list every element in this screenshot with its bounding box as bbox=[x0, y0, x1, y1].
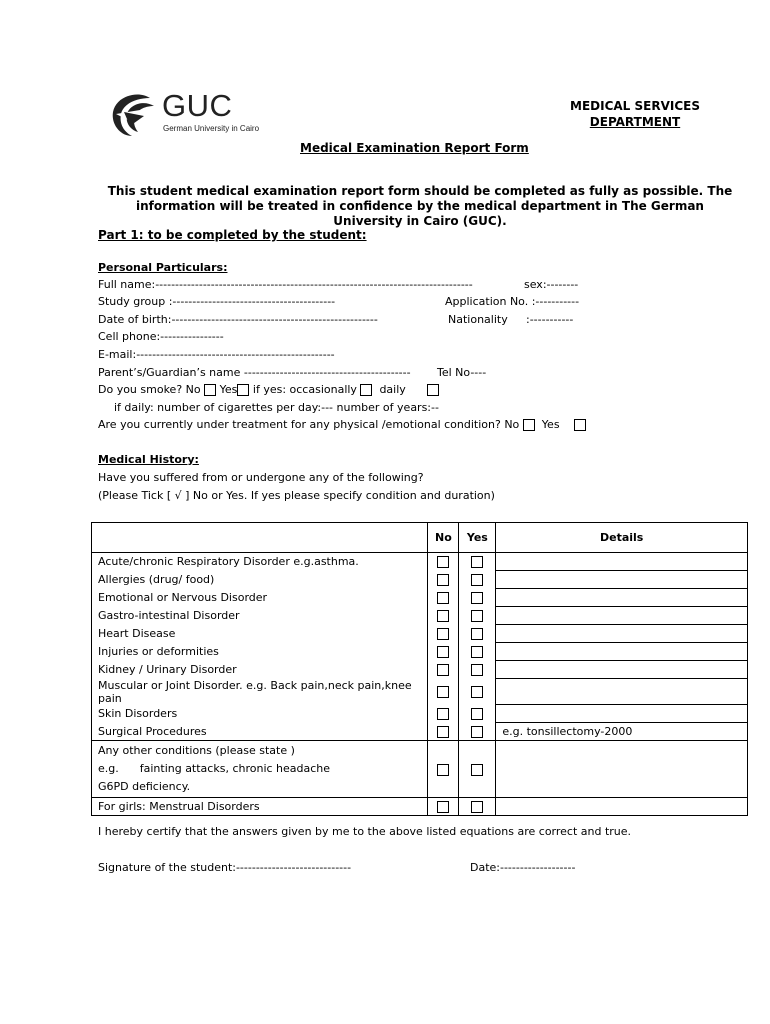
no-checkbox[interactable] bbox=[437, 556, 449, 568]
table-row bbox=[92, 625, 748, 643]
no-checkbox[interactable] bbox=[437, 708, 449, 720]
cell-phone-field[interactable]: Cell phone:---------------- bbox=[98, 330, 224, 343]
smoke-no-checkbox[interactable] bbox=[204, 384, 216, 396]
details-cell[interactable] bbox=[496, 571, 748, 589]
date-field[interactable]: Date:------------------- bbox=[470, 861, 576, 874]
no-cell bbox=[428, 723, 459, 741]
logo-subtitle: German University in Cairo bbox=[163, 124, 260, 133]
yes-checkbox[interactable] bbox=[471, 628, 483, 640]
email-field[interactable]: E-mail:-------------------------------------------------- bbox=[98, 348, 335, 361]
treatment-question-label: Are you currently under treatment for any physical /emotional condition? No bbox=[98, 418, 520, 431]
treatment-yes-label: Yes bbox=[541, 418, 560, 431]
other-line2-prefix: e.g. bbox=[98, 762, 119, 775]
medical-rows bbox=[92, 553, 748, 741]
table-row bbox=[92, 679, 748, 705]
other-yes-checkbox[interactable] bbox=[471, 764, 483, 776]
condition-label: Allergies (drug/ food) bbox=[92, 571, 428, 589]
smoke-occasionally-label: if yes: occasionally bbox=[252, 383, 357, 396]
other-line3: G6PD deficiency. bbox=[98, 780, 191, 793]
no-cell bbox=[428, 661, 459, 679]
yes-checkbox[interactable] bbox=[471, 646, 483, 658]
yes-cell bbox=[459, 553, 496, 571]
medical-instruction: (Please Tick [ √ ] No or Yes. If yes please specify condition and duration) bbox=[98, 489, 495, 502]
girls-yes-cell bbox=[459, 798, 496, 816]
details-cell[interactable] bbox=[496, 553, 748, 571]
table-row bbox=[92, 607, 748, 625]
smoke-question-label: Do you smoke? No bbox=[98, 383, 201, 396]
other-no-cell bbox=[428, 741, 459, 798]
no-checkbox[interactable] bbox=[437, 592, 449, 604]
condition-label: Kidney / Urinary Disorder bbox=[92, 661, 428, 679]
table-row bbox=[92, 661, 748, 679]
condition-label: Heart Disease bbox=[92, 625, 428, 643]
smoke-daily-checkbox[interactable] bbox=[427, 384, 439, 396]
details-cell[interactable] bbox=[496, 679, 748, 705]
no-checkbox[interactable] bbox=[437, 628, 449, 640]
girls-label: For girls: Menstrual Disorders bbox=[92, 798, 428, 816]
yes-cell bbox=[459, 643, 496, 661]
no-cell bbox=[428, 705, 459, 723]
logo-wordmark: GUC bbox=[162, 88, 233, 123]
medical-history-table bbox=[91, 522, 748, 816]
table-row-other bbox=[92, 741, 748, 798]
details-cell[interactable] bbox=[496, 705, 748, 723]
girls-no-cell bbox=[428, 798, 459, 816]
medical-heading: Medical History: bbox=[98, 453, 199, 466]
table-header-row bbox=[92, 523, 748, 553]
study-group-field[interactable]: Study group :----------------------------------------- bbox=[98, 295, 336, 308]
table-row bbox=[92, 643, 748, 661]
yes-cell bbox=[459, 723, 496, 741]
no-cell bbox=[428, 625, 459, 643]
no-checkbox[interactable] bbox=[437, 610, 449, 622]
details-cell[interactable] bbox=[496, 589, 748, 607]
guc-logo bbox=[110, 88, 260, 140]
yes-checkbox[interactable] bbox=[471, 556, 483, 568]
form-title: Medical Examination Report Form bbox=[300, 141, 529, 155]
no-checkbox[interactable] bbox=[437, 726, 449, 738]
medical-question: Have you suffered from or undergone any of the following? bbox=[98, 471, 424, 484]
intro-paragraph: This student medical examination report form should be completed as fully as possible. The information will be treated in confidence by the medical department in The German University in Cairo (GUC). bbox=[107, 184, 733, 228]
yes-checkbox[interactable] bbox=[471, 610, 483, 622]
no-checkbox[interactable] bbox=[437, 664, 449, 676]
no-checkbox[interactable] bbox=[437, 646, 449, 658]
application-no-field[interactable]: Application No. :----------- bbox=[445, 295, 580, 308]
signature-field[interactable]: Signature of the student:----------------------------- bbox=[98, 861, 352, 874]
certify-statement: I hereby certify that the answers given by me to the above listed equations are correct and true. bbox=[98, 825, 632, 838]
table-row bbox=[92, 705, 748, 723]
yes-checkbox[interactable] bbox=[471, 726, 483, 738]
header-condition-cell bbox=[92, 523, 428, 553]
no-cell bbox=[428, 643, 459, 661]
condition-label: Skin Disorders bbox=[92, 705, 428, 723]
other-line1: Any other conditions (please state ) bbox=[98, 744, 295, 757]
other-yes-cell bbox=[459, 741, 496, 798]
yes-checkbox[interactable] bbox=[471, 574, 483, 586]
details-cell[interactable] bbox=[496, 643, 748, 661]
condition-label: Injuries or deformities bbox=[92, 643, 428, 661]
yes-checkbox[interactable] bbox=[471, 686, 483, 698]
no-checkbox[interactable] bbox=[437, 686, 449, 698]
yes-cell bbox=[459, 607, 496, 625]
header-yes: Yes bbox=[459, 523, 496, 553]
other-line2 bbox=[98, 760, 421, 778]
full-name-field[interactable]: Full name:-------------------------------------------------------------------------------- bbox=[98, 278, 473, 291]
other-details-cell[interactable] bbox=[496, 741, 748, 798]
details-cell[interactable]: e.g. tonsillectomy-2000 bbox=[496, 723, 748, 741]
no-cell bbox=[428, 553, 459, 571]
details-cell[interactable] bbox=[496, 661, 748, 679]
department-line2: DEPARTMENT bbox=[589, 115, 681, 129]
smoke-yes-label: Yes bbox=[219, 383, 238, 396]
yes-checkbox[interactable] bbox=[471, 664, 483, 676]
yes-cell bbox=[459, 705, 496, 723]
sex-field[interactable]: sex:-------- bbox=[524, 278, 579, 291]
smoke-occasionally-checkbox[interactable] bbox=[360, 384, 372, 396]
treatment-no-checkbox[interactable] bbox=[523, 419, 535, 431]
no-checkbox[interactable] bbox=[437, 574, 449, 586]
header-details: Details bbox=[496, 523, 748, 553]
girls-details-cell[interactable] bbox=[496, 798, 748, 816]
personal-heading: Personal Particulars: bbox=[98, 261, 228, 274]
treatment-yes-checkbox[interactable] bbox=[574, 419, 586, 431]
table-row-girls bbox=[92, 798, 748, 816]
details-cell[interactable] bbox=[496, 607, 748, 625]
yes-checkbox[interactable] bbox=[471, 592, 483, 604]
guc-emblem-icon bbox=[110, 92, 158, 138]
department-line1: MEDICAL SERVICES bbox=[570, 99, 700, 113]
details-cell[interactable] bbox=[496, 625, 748, 643]
yes-cell bbox=[459, 679, 496, 705]
table-row bbox=[92, 571, 748, 589]
other-no-checkbox[interactable] bbox=[437, 764, 449, 776]
guardian-field[interactable]: Parent’s/Guardian’s name ------------------------------------------ bbox=[98, 366, 411, 379]
other-conditions-cell bbox=[92, 741, 428, 798]
condition-label: Gastro-intestinal Disorder bbox=[92, 607, 428, 625]
nationality-label: Nationality bbox=[448, 313, 508, 326]
part1-title: Part 1: to be completed by the student: bbox=[98, 228, 367, 242]
condition-label: Acute/chronic Respiratory Disorder e.g.asthma. bbox=[92, 553, 428, 571]
no-cell bbox=[428, 571, 459, 589]
smoke-question bbox=[98, 383, 439, 396]
yes-checkbox[interactable] bbox=[471, 708, 483, 720]
condition-label: Muscular or Joint Disorder. e.g. Back pain,neck pain,knee pain bbox=[92, 679, 428, 705]
no-cell bbox=[428, 607, 459, 625]
smoke-yes-checkbox[interactable] bbox=[237, 384, 249, 396]
table-row bbox=[92, 723, 748, 741]
table-row bbox=[92, 553, 748, 571]
no-cell bbox=[428, 589, 459, 607]
table-row bbox=[92, 589, 748, 607]
tel-field[interactable]: Tel No---- bbox=[437, 366, 487, 379]
condition-label: Emotional or Nervous Disorder bbox=[92, 589, 428, 607]
yes-cell bbox=[459, 661, 496, 679]
smoke-daily-label: daily bbox=[379, 383, 406, 396]
nationality-field[interactable]: :----------- bbox=[526, 313, 574, 326]
department-heading bbox=[520, 98, 750, 130]
cigarettes-field[interactable]: if daily: number of cigarettes per day:--- number of years:-- bbox=[114, 401, 439, 414]
yes-cell bbox=[459, 589, 496, 607]
header-no: No bbox=[428, 523, 459, 553]
girls-yes-checkbox[interactable] bbox=[471, 801, 483, 813]
condition-label: Surgical Procedures bbox=[92, 723, 428, 741]
yes-cell bbox=[459, 571, 496, 589]
girls-no-checkbox[interactable] bbox=[437, 801, 449, 813]
dob-field[interactable]: Date of birth:---------------------------------------------------- bbox=[98, 313, 378, 326]
other-line2-text: fainting attacks, chronic headache bbox=[139, 762, 331, 775]
yes-cell bbox=[459, 625, 496, 643]
treatment-question bbox=[98, 418, 586, 431]
no-cell bbox=[428, 679, 459, 705]
